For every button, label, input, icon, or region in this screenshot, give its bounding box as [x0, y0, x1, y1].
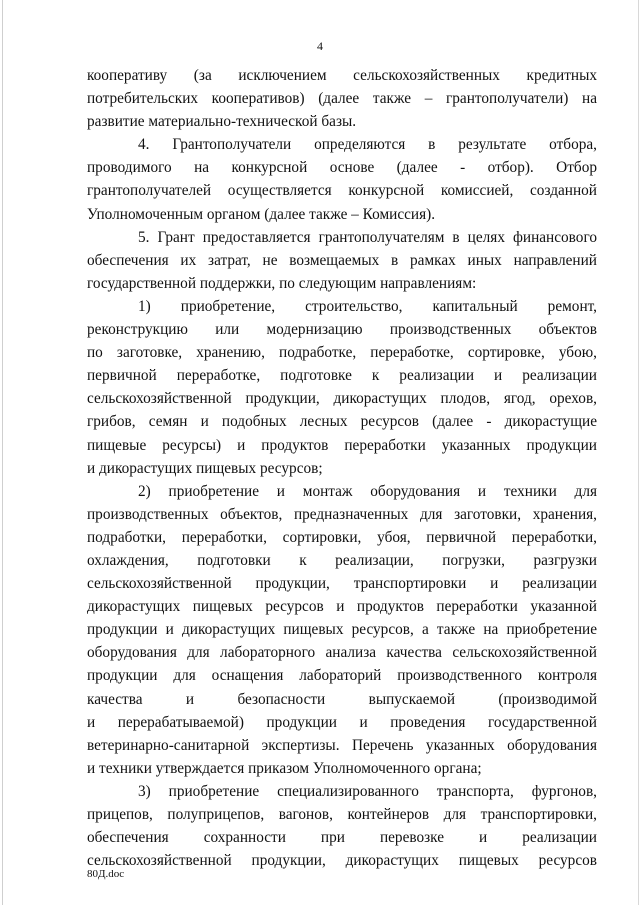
- page-edge-left: [2, 0, 3, 905]
- text-line: 2) приобретение и монтаж оборудования и техники для: [138, 482, 597, 500]
- text-line: и техники утверждается приказом Уполномоченного органа;: [87, 759, 482, 777]
- text-line: и перерабатываемой) продукции и проведения государственной: [87, 713, 597, 731]
- footer-filename: 80Д.doc: [87, 868, 125, 880]
- text-line: проводимого на конкурсной основе (далее - отбор). Отбор: [87, 159, 597, 177]
- text-line: государственной поддержки, по следующим направлениям:: [87, 274, 477, 292]
- text-line: реконструкцию или модернизацию производственных объектов: [87, 321, 597, 339]
- text-line: дикорастущих пищевых ресурсов и продуктов переработки указанной: [87, 598, 597, 616]
- document-body: [87, 64, 597, 872]
- text-line: 3) приобретение специализированного транспорта, фургонов,: [138, 782, 597, 800]
- text-line: продукции и дикорастущих пищевых ресурсов, а также на приобретение: [87, 621, 597, 639]
- page-number: 4: [317, 39, 323, 53]
- text-line: первичной переработке, подготовке к реализации и реализации: [87, 367, 597, 385]
- text-line: и дикорастущих пищевых ресурсов;: [87, 459, 323, 477]
- text-line: производственных объектов, предназначенных для заготовки, хранения,: [87, 505, 597, 523]
- text-line: прицепов, полуприцепов, вагонов, контейнеров для транспортировки,: [87, 806, 597, 823]
- text-line: грантополучателей осуществляется конкурсной комиссией, созданной: [87, 182, 597, 200]
- page-edge-right: [638, 0, 639, 905]
- text-line: 1) приобретение, строительство, капитальный ремонт,: [138, 297, 597, 315]
- text-line: обеспечения их затрат, не возмещаемых в рамках иных направлений: [87, 251, 597, 269]
- text-line: сельскохозяйственной продукции, дикорастущих плодов, ягод, орехов,: [87, 390, 597, 408]
- text-line: Уполномоченным органом (далее также – Комиссия).: [87, 205, 436, 223]
- text-line: развитие материально-технической базы.: [87, 113, 357, 131]
- text-line: ветеринарно-санитарной экспертизы. Перечень указанных оборудования: [87, 736, 597, 754]
- text-line: сельскохозяйственной продукции, дикорастущих пищевых ресурсов: [87, 852, 597, 870]
- text-line: оборудования для лабораторного анализа качества сельскохозяйственной: [87, 644, 597, 662]
- text-line: пищевые ресурсы) и продуктов переработки указанных продукции: [87, 436, 597, 454]
- text-line: потребительских кооперативов) (далее также – грантополучатели) на: [87, 90, 597, 108]
- text-line: грибов, семян и подобных лесных ресурсов (далее - дикорастущие: [87, 413, 597, 431]
- text-line: 5. Грант предоставляется грантополучателям в целях финансового: [138, 228, 597, 246]
- text-line: 4. Грантополучатели определяются в результате отбора,: [138, 136, 597, 154]
- text-line: кооперативу (за исключением сельскохозяйственных кредитных: [87, 67, 597, 84]
- text-line: продукции для оснащения лабораторий производственного контроля: [87, 667, 597, 685]
- text-line: качества и безопасности выпускаемой (производимой: [87, 690, 597, 708]
- text-line: охлаждения, подготовки к реализации, погрузки, разгрузки: [87, 551, 597, 569]
- text-line: сельскохозяйственной продукции, транспортировки и реализации: [87, 575, 597, 593]
- text-line: по заготовке, хранению, подработке, переработке, сортировке, убою,: [87, 344, 597, 362]
- text-line: обеспечения сохранности при перевозке и реализации: [87, 829, 597, 847]
- text-line: подработки, переработки, сортировки, убоя, первичной переработки,: [87, 528, 597, 546]
